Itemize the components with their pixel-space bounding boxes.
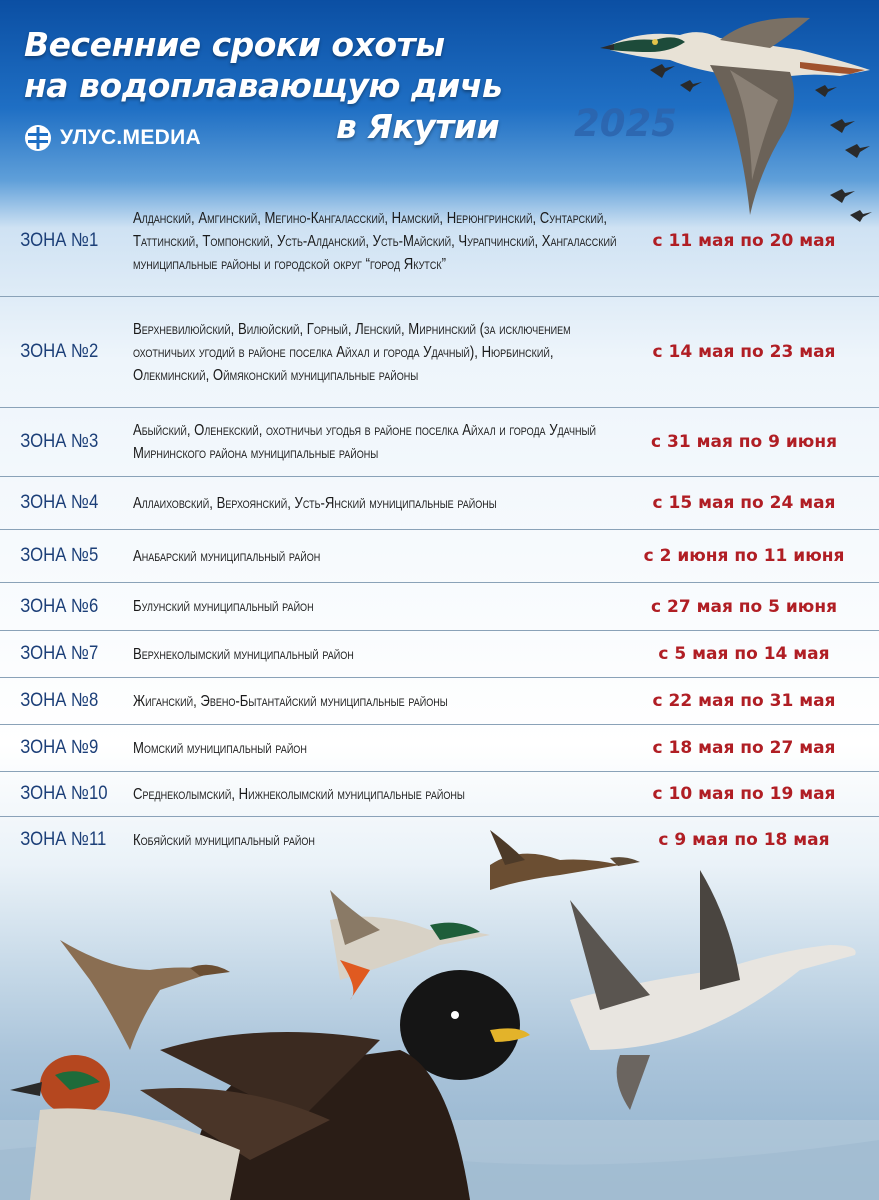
zone-row: [0, 678, 879, 725]
zone-row: [0, 186, 879, 297]
title-line-1: Весенние сроки охоты: [24, 25, 445, 64]
logo-text: УЛУС.MEDИA: [60, 126, 201, 149]
zone-areas-cell: [133, 318, 623, 387]
zone-areas-cell: [133, 545, 623, 568]
zone-areas-cell: [133, 492, 623, 515]
ducks-illustration: [0, 820, 879, 1200]
zone-label: ЗОНА №10: [20, 783, 108, 804]
zone-areas-cell: [133, 595, 623, 618]
zone-areas-cell: [133, 419, 623, 465]
flying-duck-small-icon: [490, 830, 640, 890]
zone-label: ЗОНА №9: [20, 737, 99, 758]
zone-areas-cell: [133, 643, 623, 666]
zone-dates: с 22 мая по 31 мая: [652, 691, 836, 711]
zone-areas: Кобяйский муниципальный район: [133, 831, 315, 849]
zone-row: [0, 408, 879, 477]
zone-dates: с 11 мая по 20 мая: [652, 231, 836, 251]
zone-row: [0, 583, 879, 631]
zone-areas: Аллаиховский, Верхоянский, Усть-Янский муниципальные районы: [133, 494, 497, 512]
zone-areas: Анабарский муниципальный район: [133, 547, 321, 565]
zone-row: [0, 631, 879, 678]
zone-row: [0, 725, 879, 772]
logo: [24, 124, 201, 152]
zone-label: ЗОНА №5: [20, 545, 99, 566]
eider-duck-icon: [570, 870, 856, 1110]
zone-areas: Алданский, Амгинский, Мегино-Кангаласский, Намский, Нерюнгринский, Сунтарский, Таттинский, Томпонский, Усть-Алданский, Усть-Майский, Чурапчинский, Хангаласский муниципальные районы и городской округ “город Якутск”: [133, 209, 617, 273]
zone-label: ЗОНА №11: [20, 829, 107, 850]
zone-areas: Верхневилюйский, Вилюйский, Горный, Ленский, Мирнинский (за исключением охотничьих угодий в районе поселка Айхал и города Удачный), Нюрбинский, Олекминский, Оймяконский муниципальные районы: [133, 320, 571, 384]
zone-areas-cell: [133, 737, 623, 760]
zones-table: [0, 186, 879, 863]
zone-areas: Верхнеколымский муниципальный район: [133, 645, 354, 663]
zone-label: ЗОНА №3: [20, 431, 99, 452]
zone-dates: с 10 мая по 19 мая: [652, 784, 836, 804]
zone-dates: с 27 мая по 5 июня: [651, 596, 837, 617]
zone-label: ЗОНА №2: [20, 341, 99, 362]
zone-label: ЗОНА №6: [20, 595, 99, 617]
zone-label: ЗОНА №4: [20, 492, 99, 513]
ulus-media-logo-icon: [24, 124, 52, 152]
zone-row: [0, 477, 879, 530]
zone-dates: с 15 мая по 24 мая: [652, 493, 836, 513]
zone-dates: с 18 мая по 27 мая: [652, 738, 836, 758]
year-label: 2025: [574, 102, 677, 145]
title-line-2: на водоплавающую дичь: [24, 66, 503, 105]
zone-label: ЗОНА №1: [20, 230, 99, 251]
zone-dates: с 5 мая по 14 мая: [658, 644, 830, 664]
teal-duck-icon: [60, 940, 230, 1050]
title-line-3: в Якутии: [336, 107, 500, 146]
zone-areas: Момский муниципальный район: [133, 739, 307, 757]
zone-areas: Булунский муниципальный район: [133, 598, 314, 615]
zone-areas-cell: [133, 207, 623, 276]
zone-dates: с 31 мая по 9 июня: [651, 432, 837, 452]
zone-areas: Абыйский, Оленекский, охотничьи угодья в районе поселка Айхал и города Удачный Мирнинского района муниципальные районы: [133, 422, 596, 462]
zone-row: [0, 297, 879, 408]
zone-areas: Среднеколымский, Нижнеколымский муниципальные районы: [133, 785, 465, 803]
zone-dates: с 14 мая по 23 мая: [652, 342, 836, 362]
zone-label: ЗОНА №8: [20, 690, 99, 711]
zone-label: ЗОНА №7: [20, 643, 99, 664]
zone-dates: с 2 июня по 11 июня: [643, 546, 845, 566]
zone-areas-cell: [133, 783, 623, 806]
zone-areas-cell: [133, 690, 623, 713]
zone-areas: Жиганский, Эвено-Бытантайский муниципальные районы: [133, 692, 448, 710]
zone-dates: с 9 мая по 18 мая: [658, 830, 830, 850]
header: [0, 0, 879, 190]
zone-row: [0, 772, 879, 817]
zone-row: [0, 530, 879, 583]
